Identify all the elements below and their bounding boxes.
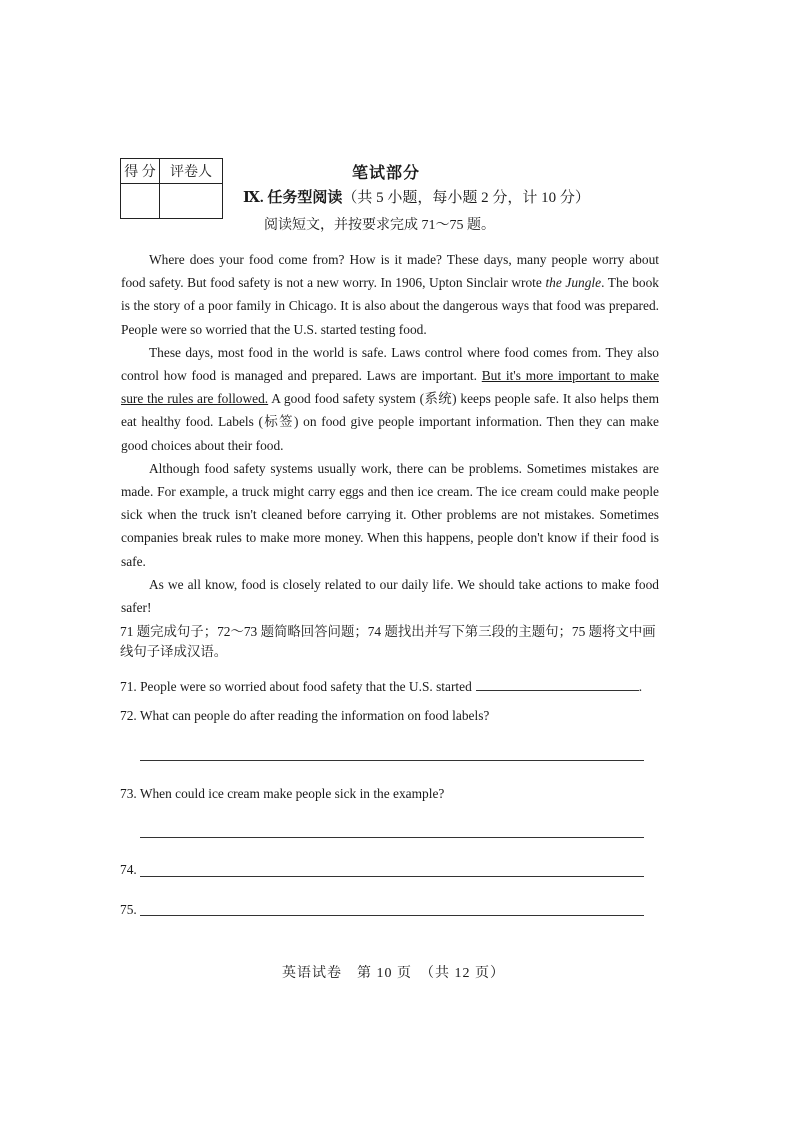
question-instruction: 71 题完成句子；72～73 题简略回答问题；74 题找出并写下第三段的主题句；75 题将文中画线句子译成汉语。 bbox=[120, 624, 656, 659]
grader-label: 评卷人 bbox=[160, 159, 223, 184]
paragraph-2: These days, most food in the world is safe. Laws control where food comes from. They also control how food is managed and prepared. Laws are important. But it's more important to make sure the rules are followed. A good food safety system (系统) keeps people safe. It also helps them eat healthy food. Labels (标签) on food give people important information. Then they can make good choices about their food. bbox=[121, 344, 659, 453]
answer-line-73[interactable] bbox=[140, 837, 644, 838]
reading-passage bbox=[121, 248, 659, 619]
answer-line-74[interactable] bbox=[140, 876, 644, 877]
section-title: 笔试部分 bbox=[352, 165, 421, 182]
part-number: Ⅸ. 任务型阅读 bbox=[243, 190, 343, 206]
score-box bbox=[120, 158, 223, 219]
question-73: 73. When could ice cream make people sick in the example? bbox=[120, 786, 445, 801]
paragraph-3: Although food safety systems usually work, there can be problems. Sometimes mistakes are made. For example, a truck might carry eggs and then ice cream. The ice cream could make people sick when the truck isn't cleaned before carrying it. Other problems are not mistakes. Sometimes companies break rules to make more money. When this happens, people don't know if their food is safe. bbox=[121, 460, 659, 569]
score-label: 得 分 bbox=[121, 159, 160, 184]
question-74-label: 74. bbox=[120, 862, 137, 877]
answer-line-75[interactable] bbox=[140, 915, 644, 916]
paragraph-4: As we all know, food is closely related to our daily life. We should take actions to make food safer! bbox=[121, 576, 659, 616]
part-detail: （共 5 小题，每小题 2 分，计 10 分） bbox=[342, 190, 590, 206]
book-title: the Jungle bbox=[545, 275, 602, 291]
underlined-sentence: But it's more important to make sure the rules are followed. bbox=[121, 368, 659, 407]
score-cell[interactable] bbox=[121, 184, 160, 219]
question-72: 72. What can people do after reading the information on food labels? bbox=[120, 708, 490, 723]
page-footer: 英语试卷 第 10 页 （共 12 页） bbox=[282, 966, 505, 981]
part-title bbox=[243, 186, 590, 207]
question-75-label: 75. bbox=[120, 902, 137, 917]
paragraph-1: Where does your food come from? How is it made? These days, many people worry about food safety. But food safety is not a new worry. In 1906, Upton Sinclair wrote the Jungle. The book is the story of a poor family in Chicago. It is also about the dangerous ways that food was prepared. People were so worried that the U.S. started testing food. bbox=[121, 252, 659, 337]
grader-cell[interactable] bbox=[160, 184, 223, 219]
question-71: 71. People were so worried about food safety that the U.S. started . bbox=[120, 676, 642, 695]
answer-blank-71[interactable] bbox=[476, 676, 639, 691]
reading-instruction: 阅读短文，并按要求完成 71～75 题。 bbox=[264, 218, 495, 233]
answer-line-72[interactable] bbox=[140, 760, 644, 761]
